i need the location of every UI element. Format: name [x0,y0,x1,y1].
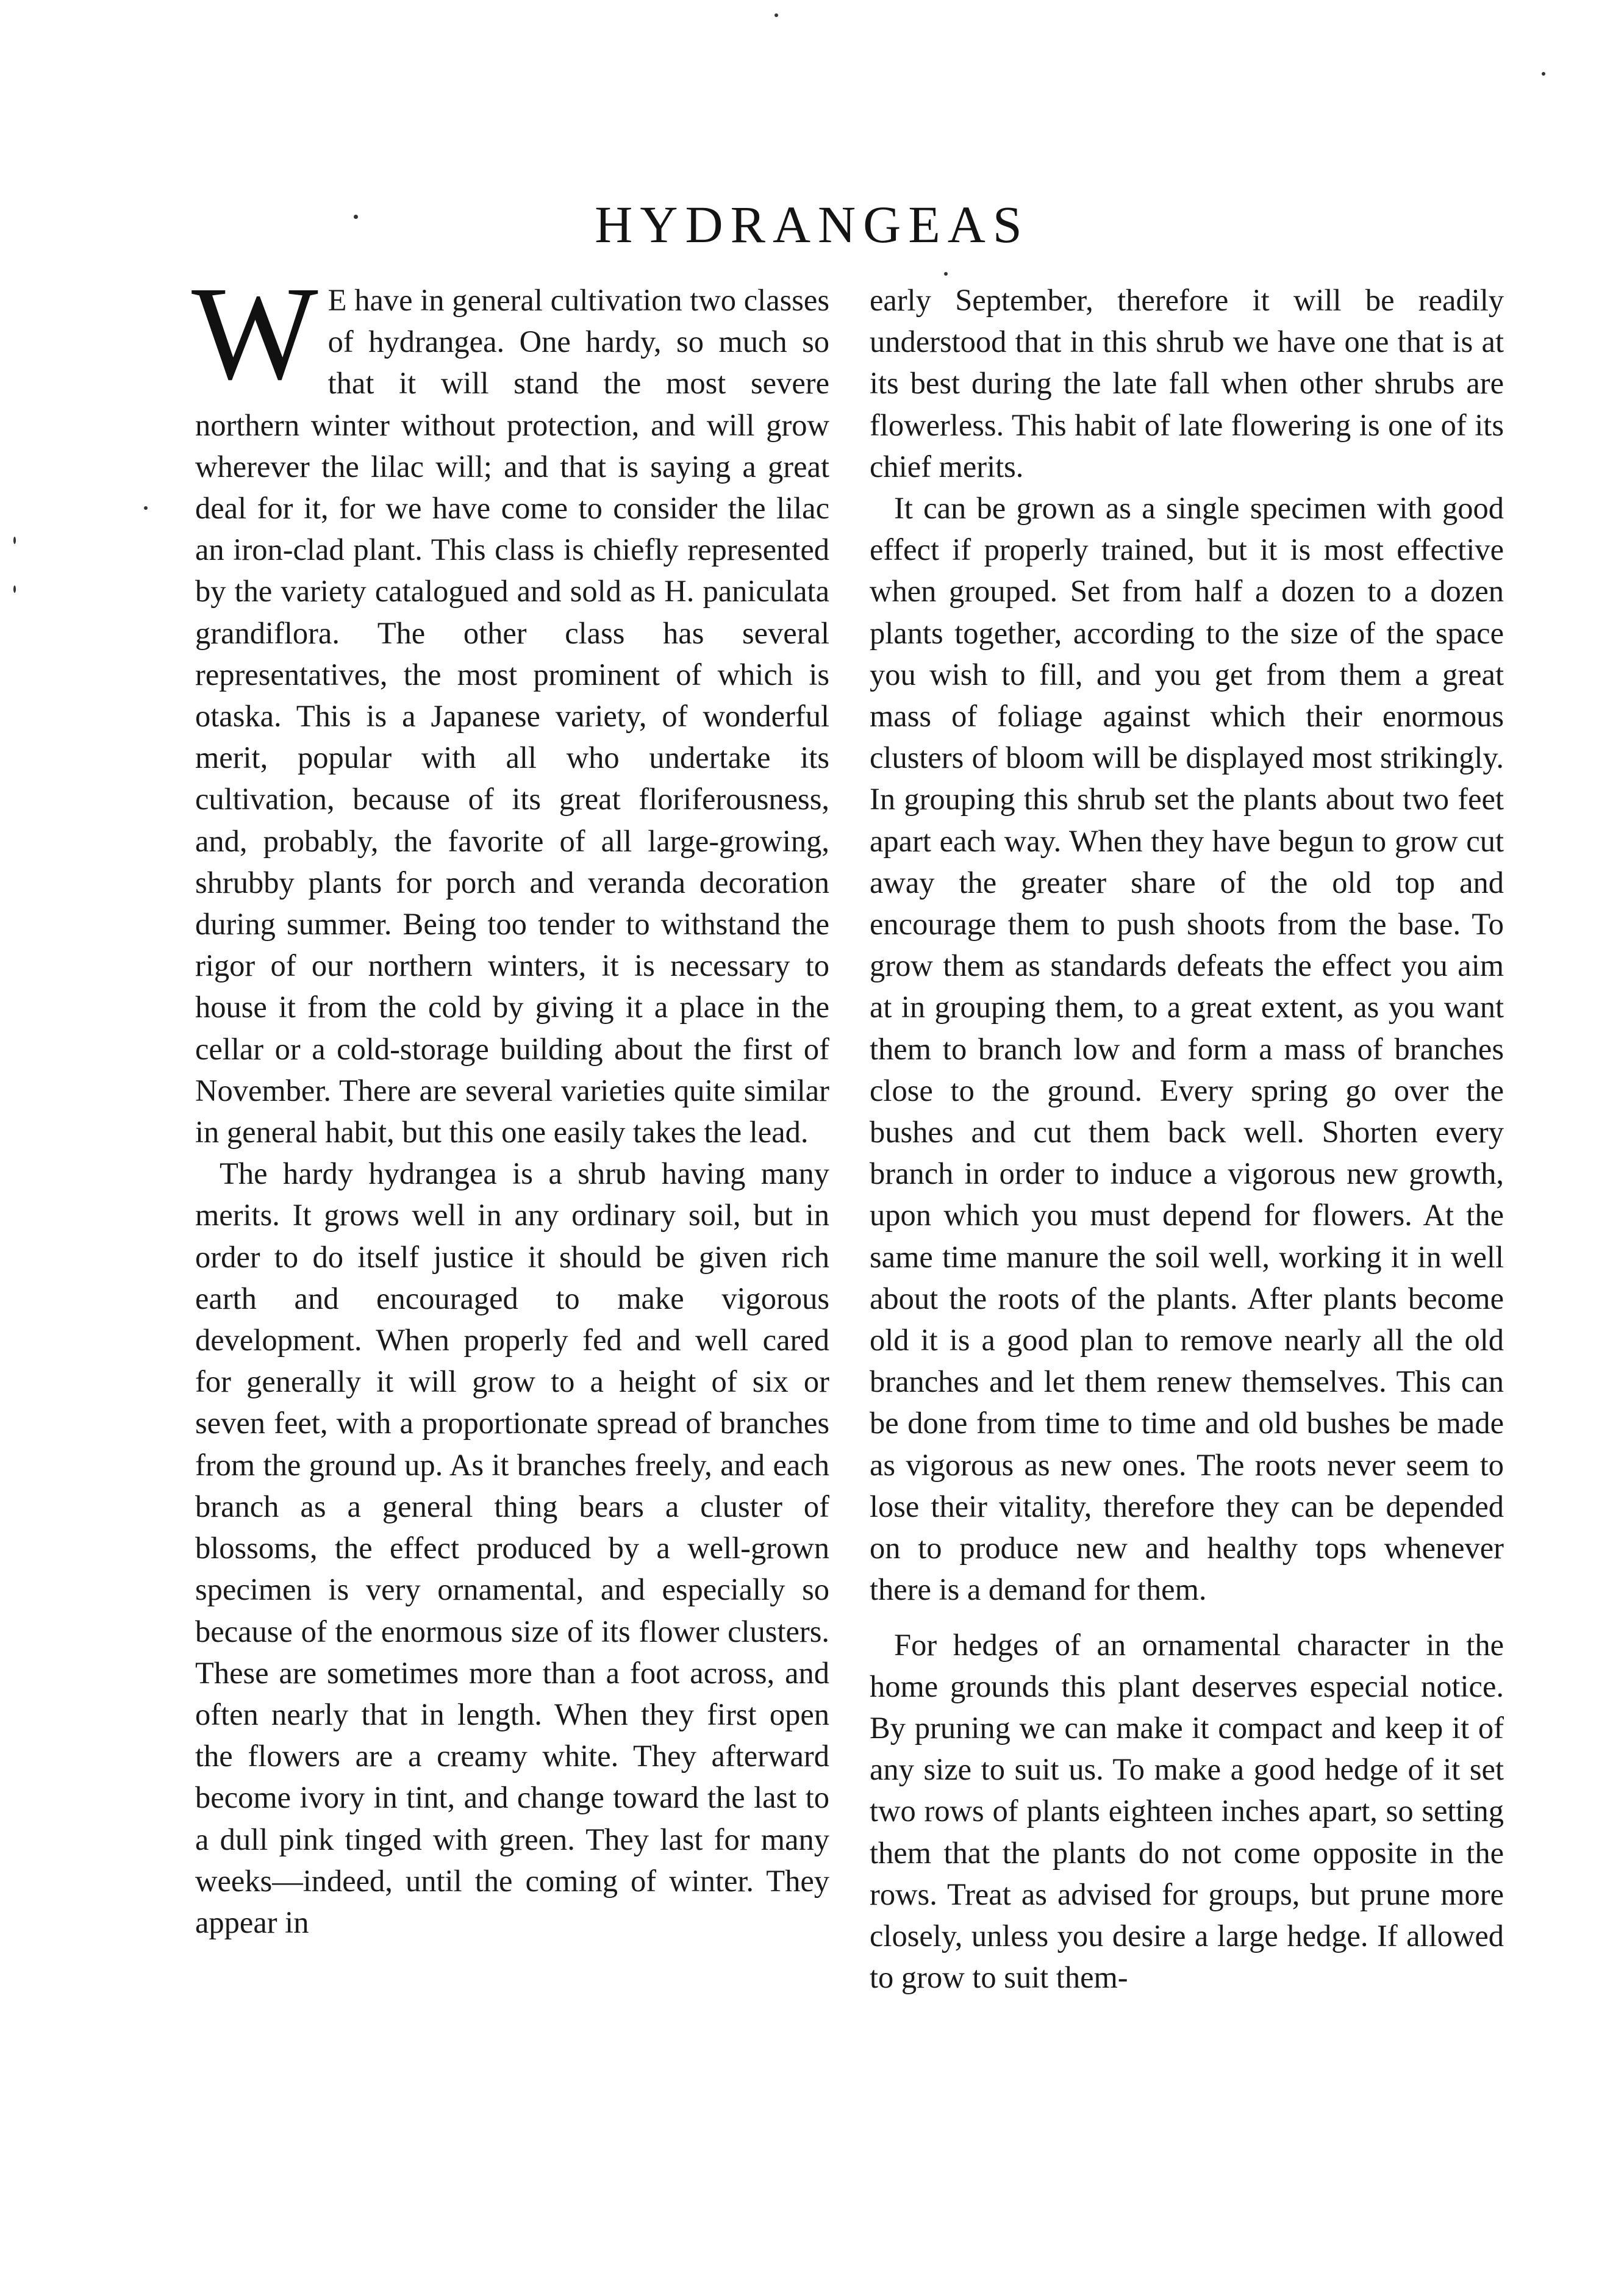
drop-cap-letter: W [191,259,318,407]
right-column [870,279,1504,1998]
scan-speck [354,215,358,219]
scan-speck [774,13,778,17]
scan-speck [13,585,16,593]
scan-speck [13,537,16,544]
paragraph-4: It can be grown as a single specimen with good effect if properly trained, but it is most effective when grouped. Set from half a dozen to a dozen plants together, according to the size of the space you wish to fill, and you get from them a great mass of foliage against which their enormous clusters of bloom will be displayed most strikingly. In grouping this shrub set the plants about two feet apart each way. When they have begun to grow cut away the greater share of the old top and encourage them to push shoots from the base. To grow them as standards defeats the effect you aim at in grouping them, to a great extent, as you want them to branch low and form a mass of branches close to the ground. Every spring go over the bushes and cut them back well. Shorten every branch in order to induce a vigorous new growth, upon which you must depend for flowers. At the same time manure the soil well, working it in well about the roots of the plants. After plants become old it is a good plan to remove nearly all the old branches and let them renew themselves. This can be done from time to time and old bushes be made as vigorous as new ones. The roots never seem to lose their vitality, therefore they can be depended on to produce new and healthy tops whenever there is a demand for them. [870,491,1504,1607]
paragraph-2: The hardy hydrangea is a shrub having many merits. It grows well in any ordinary soil, but in order to do itself justice it should be given rich earth and encouraged to make vigorous development. When properly fed and well cared for generally it will grow to a height of six or seven feet, with a proportionate spread of branches from the ground up. As it branches freely, and each branch as a general thing bears a cluster of blossoms, the effect produced by a well-grown specimen is very ornamental, and especially so because of the enormous size of its flower clusters. These are sometimes more than a foot across, and often nearly that in length. When they first open the flowers are a creamy white. They afterward become ivory in tint, and change toward the last to a dull pink tinged with green. They last for many weeks—indeed, until the coming of winter. They appear in [195,1156,829,1939]
paragraph-5: For hedges of an ornamental character in the home grounds this plant deserves especial notice. By pruning we can make it compact and keep it of any size to suit us. To make a good hedge of it set two rows of plants eighteen inches apart, so setting them that the plants do not come opposite in the rows. Treat as advised for groups, but prune more closely, unless you desire a large hedge. If allowed to grow to suit them- [870,1627,1504,1995]
scan-speck [944,272,948,276]
paragraph-1-text: E have in general cultivation two classes of hydrangea. One hardy, so much so that it will stand the most severe northern winter without protection, and will grow wherever the lilac will; and that is saying a great deal for it, for we have come to consider the lilac an iron-clad plant. This class is chiefly represented by the variety catalogued and sold as H. paniculata grandiflora. The other class has several representatives, the most prominent of which is otaska. This is a Japanese variety, of wonderful merit, popular with all who undertake its cultivation, because of its great floriferousness, and, probably, the favorite of all large-growing, shrubby plants for porch and veranda decoration during summer. Being too tender to withstand the rigor of our northern winters, it is necessary to house it from the cold by giving it a place in the cellar or a cold-storage building about the first of November. There are several varieties quite similar in general habit, but this one easily takes the lead. [195,283,829,1150]
paragraph-1 [191,259,829,1153]
paragraph-3: early September, therefore it will be readily understood that in this shrub we have one that is at its best during the late fall when other shrubs are flowerless. This habit of late flowering is one of its chief merits. [870,283,1504,484]
scan-speck [1542,72,1545,76]
left-column [191,259,829,1943]
scan-speck [144,506,148,510]
page-title: HYDRANGEAS [595,195,1029,254]
